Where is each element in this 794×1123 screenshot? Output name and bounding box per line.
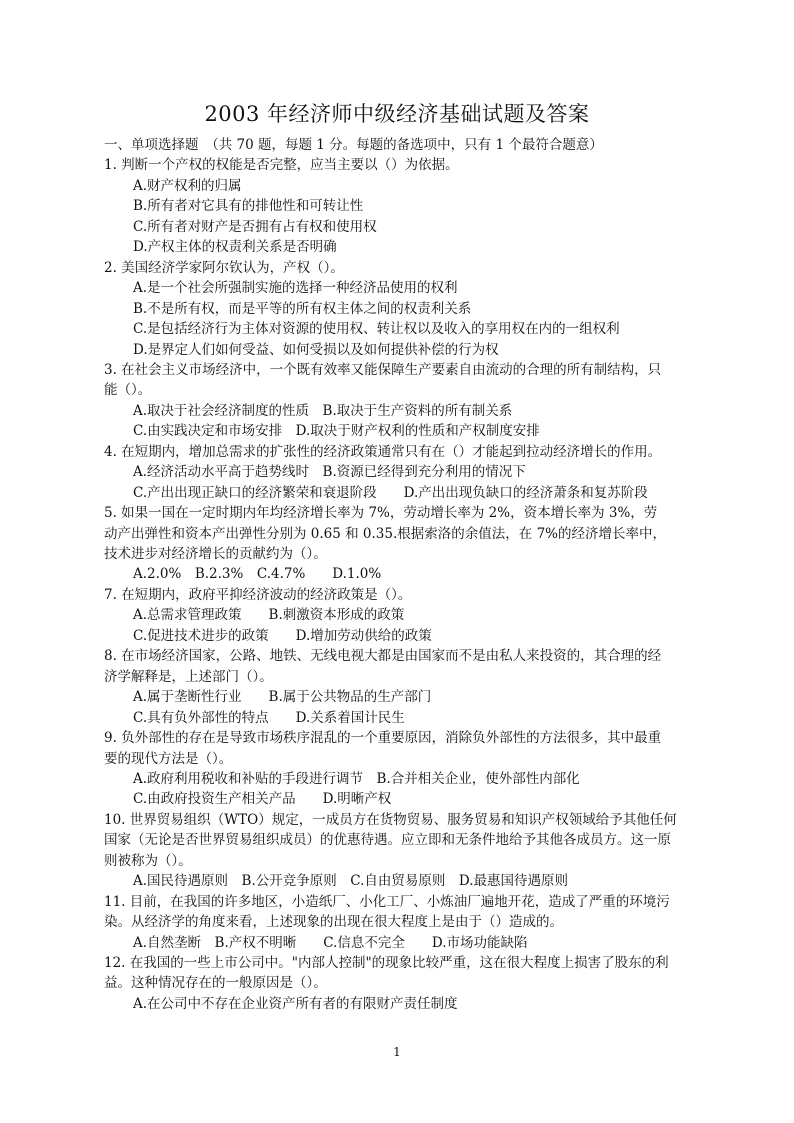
answer-option: B.所有者对它具有的排他性和可转让性	[133, 198, 364, 215]
question-text-continued: 济学解释是，上述部门（）。	[104, 668, 273, 685]
question-text-continued: 要的现代方法是（）。	[104, 750, 233, 767]
answer-option: C.具有负外部性的特点 D.关系着国计民生	[133, 709, 405, 726]
question-text: 2. 美国经济学家阿尔钦认为，产权（）。	[104, 259, 344, 276]
question-text-continued: 染。从经济学的角度来看，上述现象的出现在很大程度上是由于（）造成的。	[104, 914, 563, 931]
answer-option: C.促进技术进步的政策 D.增加劳动供给的政策	[133, 627, 432, 644]
question-text: 11. 目前，在我国的许多地区，小造纸厂、小化工厂、小炼油厂遍地开花，造成了严重的环境污	[104, 893, 670, 910]
question-text-continued: 则被称为（）。	[104, 852, 192, 869]
answer-option: A.2.0% B.2.3% C.4.7% D.1.0%	[133, 566, 382, 583]
question-text-continued: 国家（无论是否世界贸易组织成员）的优惠待遇。应立即和无条件地给予其他各成员方。这一原	[104, 832, 671, 849]
question-text: 1. 判断一个产权的权能是否完整，应当主要以（）为依据。	[104, 157, 459, 174]
question-text: 12. 在我国的一些上市公司中。"内部人控制"的现象比较严重，这在很大程度上损害了股东的利	[104, 955, 669, 971]
answer-option: A.属于垄断性行业 B.属于公共物品的生产部门	[133, 689, 432, 706]
question-text-continued: 技术进步对经济增长的贡献约为（）。	[104, 546, 327, 562]
section-heading: 一、单项选择题 （共 70 题，每题 1 分。每题的备选项中，只有 1 个最符合题意）	[104, 137, 603, 153]
answer-option: C.所有者对财产是否拥有占有权和使用权	[133, 218, 377, 235]
question-text: 8. 在市场经济国家，公路、地铁、无线电视大都是由国家而不是由私人来投资的，其合理的经	[104, 648, 662, 665]
answer-option: A.政府利用税收和补贴的手段进行调节 B.合并相关企业，使外部性内部化	[133, 770, 580, 787]
answer-option: C.产出出现正缺口的经济繁荣和衰退阶段 D.产出出现负缺口的经济萧条和复苏阶段	[133, 484, 648, 501]
question-text-continued: 动产出弹性和资本产出弹性分别为 0.65 和 0.35.根据索洛的余值法，在 7%的经济增长率中，	[104, 525, 666, 542]
question-text: 7. 在短期内，政府平抑经济波动的经济政策是（）。	[104, 586, 412, 603]
answer-option: C.由实践决定和市场安排 D.取决于财产权利的性质和产权制度安排	[133, 423, 540, 440]
question-text-continued: 益。这种情况存在的一般原因是（）。	[104, 975, 327, 992]
answer-option: C.由政府投资生产相关产品 D.明晰产权	[133, 791, 392, 808]
answer-option: A.国民待遇原则 B.公开竞争原则 C.自由贸易原则 D.最惠国待遇原则	[133, 873, 569, 890]
question-text: 3. 在社会主义市场经济中，一个既有效率又能保障生产要素自由流动的合理的所有制结构，只	[104, 361, 662, 378]
answer-option: D.是界定人们如何受益、如何受损以及如何提供补偿的行为权	[133, 341, 499, 358]
question-text-continued: 能（）。	[104, 382, 152, 399]
answer-option: C.是包括经济行为主体对资源的使用权、转让权以及收入的享用权在内的一组权利	[133, 321, 620, 338]
question-text: 4. 在短期内，增加总需求的扩张性的经济政策通常只有在（）才能起到拉动经济增长的作用。	[104, 443, 662, 460]
answer-option: A.取决于社会经济制度的性质 B.取决于生产资料的所有制关系	[133, 402, 513, 419]
question-text: 10. 世界贸易组织（WTO）规定，一成员方在货物贸易、服务贸易和知识产权领域给予其他任何	[104, 811, 677, 828]
question-text: 5. 如果一国在一定时期内年均经济增长率为 7%，劳动增长率为 2%，资本增长率为 3%，劳	[104, 505, 658, 522]
answer-option: A.总需求管理政策 B.刺激资本形成的政策	[133, 607, 405, 624]
answer-option: A.经济活动水平高于趋势线时 B.资源已经得到充分利用的情况下	[133, 464, 526, 481]
answer-option: A.在公司中不存在企业资产所有者的有限财产责任制度	[133, 995, 458, 1012]
page-number: 1	[393, 1045, 401, 1059]
answer-option: A.是一个社会所强制实施的选择一种经济品使用的权利	[133, 280, 458, 297]
page-title: 2003 年经济师中级经济基础试题及答案	[204, 102, 590, 126]
question-text: 9. 负外部性的存在是导致市场秩序混乱的一个重要原因，消除负外部性的方法很多，其中最重	[104, 730, 662, 747]
answer-option: A.财产权利的归属	[133, 177, 242, 194]
answer-option: D.产权主体的权责利关系是否明确	[133, 239, 337, 256]
answer-option: B.不是所有权，而是平等的所有权主体之间的权责利关系	[133, 300, 472, 317]
answer-option: A.自然垄断 B.产权不明晰 C.信息不完全 D.市场功能缺陷	[133, 934, 528, 951]
